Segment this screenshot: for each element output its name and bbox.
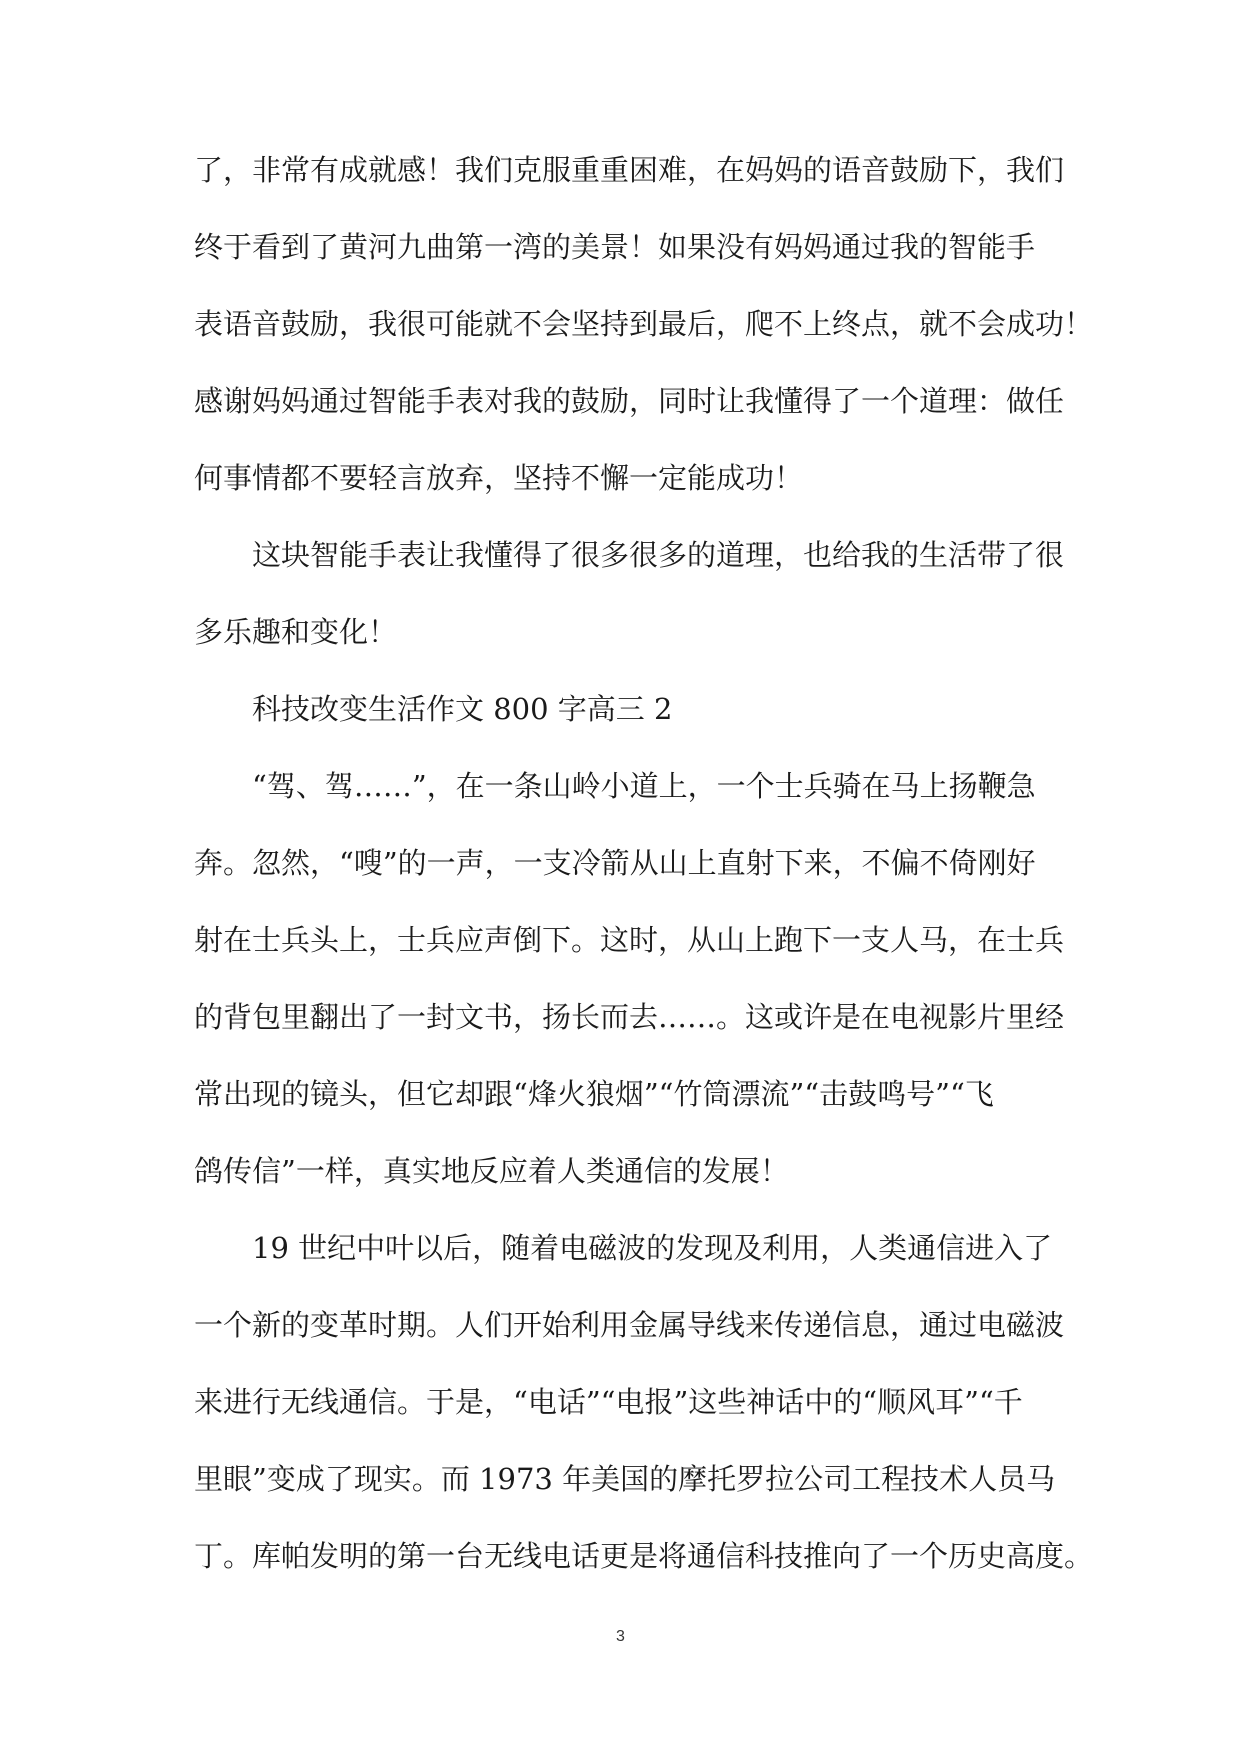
text-line: 鸽传信”一样，真实地反应着人类通信的发展！ bbox=[194, 1154, 789, 1188]
text-line: 射在士兵头上，士兵应声倒下。这时，从山上跑下一支人马，在士兵 bbox=[194, 923, 1065, 957]
text-line: 丁。库帕发明的第一台无线电话更是将通信科技推向了一个历史高度。 bbox=[194, 1539, 1094, 1573]
text-line: 常出现的镜头，但它却跟“烽火狼烟”“竹筒漂流”“击鼓鸣号”“飞 bbox=[194, 1077, 994, 1111]
page-number: 3 bbox=[616, 1628, 625, 1645]
text-line: 里眼”变成了现实。而 1973 年美国的摩托罗拉公司工程技术人员马 bbox=[194, 1462, 1056, 1496]
text-line: 表语音鼓励，我很可能就不会坚持到最后，爬不上终点，就不会成功！ bbox=[194, 307, 1094, 341]
text-line: 了，非常有成就感！我们克服重重困难，在妈妈的语音鼓励下，我们 bbox=[194, 153, 1065, 187]
text-line: 19 世纪中叶以后，随着电磁波的发现及利用，人类通信进入了 bbox=[252, 1231, 1053, 1265]
text-line: 一个新的变革时期。人们开始利用金属导线来传递信息，通过电磁波 bbox=[194, 1308, 1065, 1342]
text-line: 奔。忽然，“嗖”的一声，一支冷箭从山上直射下来，不偏不倚刚好 bbox=[194, 846, 1036, 880]
text-line: 感谢妈妈通过智能手表对我的鼓励，同时让我懂得了一个道理：做任 bbox=[194, 384, 1065, 418]
text-line: 多乐趣和变化！ bbox=[194, 615, 398, 649]
section-heading: 科技改变生活作文 800 字高三 2 bbox=[252, 692, 673, 726]
text-line: 来进行无线通信。于是，“电话”“电报”这些神话中的“顺风耳”“千 bbox=[194, 1385, 1023, 1419]
document-body bbox=[194, 132, 1094, 1595]
text-line: 何事情都不要轻言放弃，坚持不懈一定能成功！ bbox=[194, 461, 804, 495]
text-line: “驾、驾……”，在一条山岭小道上，一个士兵骑在马上扬鞭急 bbox=[252, 769, 1036, 803]
text-line: 这块智能手表让我懂得了很多很多的道理，也给我的生活带了很 bbox=[252, 538, 1065, 572]
text-line: 的背包里翻出了一封文书，扬长而去……。这或许是在电视影片里经 bbox=[194, 1000, 1065, 1034]
text-line: 终于看到了黄河九曲第一湾的美景！如果没有妈妈通过我的智能手 bbox=[194, 230, 1036, 264]
